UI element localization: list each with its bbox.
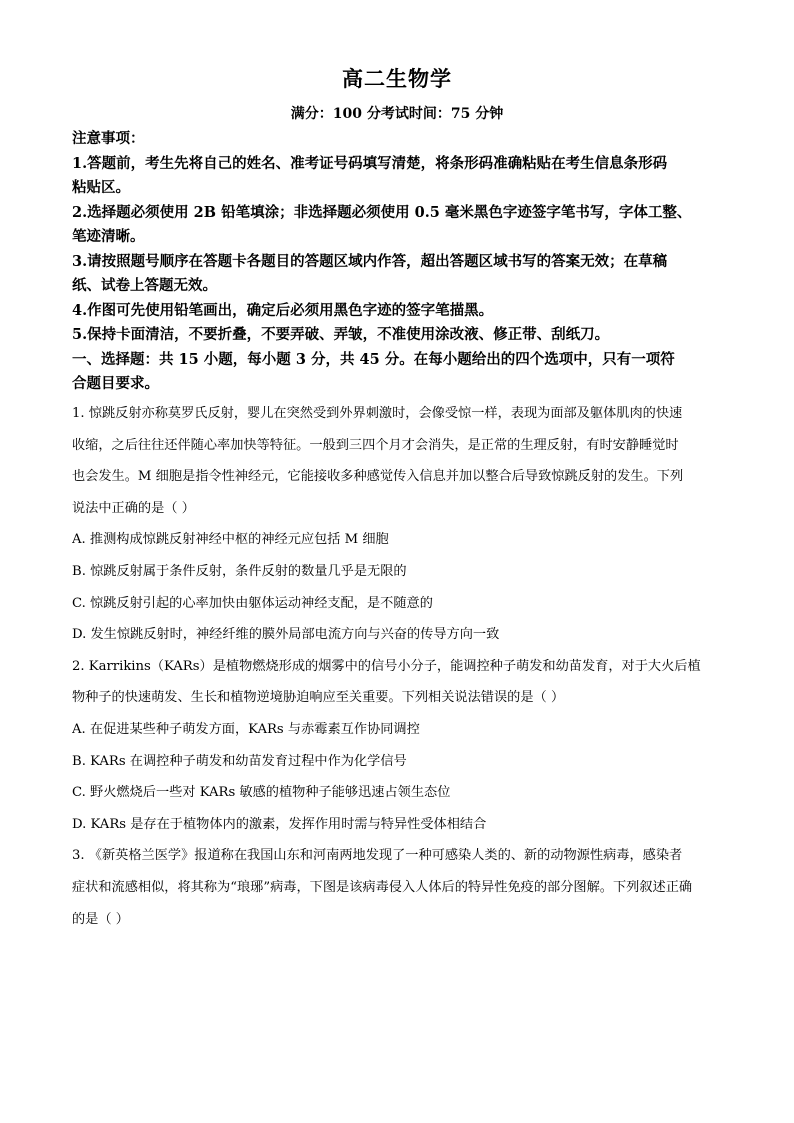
question-1-stem-line-1: 1. 惊跳反射亦称莫罗氏反射，婴儿在突然受到外界刺激时，会像受惊一样，表现为面部及躯体肌肉的快速	[72, 406, 683, 421]
note-5-line-1: 5.保持卡面清洁，不要折叠，不要弄破、弄皱，不准使用涂改液、修正带、刮纸刀。	[72, 326, 610, 343]
note-2-line-2: 笔迹清晰。	[72, 228, 145, 245]
question-1-option-b: B. 惊跳反射属于条件反射，条件反射的数量几乎是无限的	[72, 563, 407, 579]
section-heading-line-2: 合题目要求。	[72, 375, 159, 392]
page-title: 高二生物学	[342, 66, 452, 91]
question-2-option-d: D. KARs 是存在于植物体内的激素，发挥作用时需与特异性受体相结合	[72, 816, 487, 832]
note-3-line-1: 3.请按照题号顺序在答题卡各题目的答题区域内作答，超出答题区域书写的答案无效；在草稿	[72, 252, 668, 270]
question-1-option-a: A. 推测构成惊跳反射神经中枢的神经元应包括 M 细胞	[72, 532, 389, 548]
note-1-line-1: 1.答题前，考生先将自己的姓名、准考证号码填写清楚，将条形码准确粘贴在考生信息条形码	[72, 154, 668, 172]
notes-heading: 注意事项：	[72, 130, 145, 147]
question-1-stem-line-2: 收缩，之后往往还伴随心率加快等特征。一般到三四个月才会消失，是正常的生理反射，有时安静睡觉时	[72, 437, 679, 453]
notes-section	[72, 127, 732, 397]
question-3-stem-line-3: 的是（ ）	[72, 911, 129, 927]
question-3-stem-line-2: 症状和流感相似，将其称为“琅琊”病毒，下图是该病毒侵入人体后的特异性免疫的部分图解。下列叙述正确	[72, 879, 693, 895]
exam-info: 满分：100 分考试时间：75 分钟	[290, 106, 504, 122]
question-2-option-b: B. KARs 在调控种子萌发和幼苗发育过程中作为化学信号	[72, 753, 407, 769]
note-4-line-1: 4.作图可先使用铅笔画出，确定后必须用黑色字迹的签字笔描黑。	[72, 301, 494, 319]
section-heading-line-1: 一、选择题：共 15 小题，每小题 3 分，共 45 分。在每小题给出的四个选项中，只有一项符	[72, 350, 675, 368]
question-3-stem-line-1: 3. 《新英格兰医学》报道称在我国山东和河南两地发现了一种可感染人类的、新的动物源性病毒，感染者	[72, 848, 683, 864]
note-2-line-1: 2.选择题必须使用 2B 铅笔填涂；非选择题必须使用 0.5 毫米黑色字迹签字笔书写，字体工整、	[72, 203, 692, 221]
question-2-stem-line-2: 物种子的快速萌发、生长和植物逆境胁迫响应至关重要。下列相关说法错误的是（ ）	[72, 690, 565, 706]
question-2-stem-line-1: 2. Karrikins（KARs）是植物燃烧形成的烟雾中的信号小分子，能调控种子萌发和幼苗发育，对于大火后植	[72, 658, 701, 674]
note-1-line-2: 粘贴区。	[72, 179, 130, 196]
question-1	[72, 398, 732, 935]
note-3-line-2: 纸、试卷上答题无效。	[72, 277, 217, 294]
question-1-stem-line-3: 也会发生。M 细胞是指令性神经元，它能接收多种感觉传入信息并加以整合后导致惊跳反射的发生。下列	[72, 469, 684, 485]
question-2-option-a: A. 在促进某些种子萌发方面，KARs 与赤霉素互作协同调控	[72, 721, 420, 737]
question-2-option-c: C. 野火燃烧后一些对 KARs 敏感的植物种子能够迅速占领生态位	[72, 785, 451, 801]
question-1-stem-line-4: 说法中正确的是（ ）	[72, 500, 195, 516]
question-1-option-c: C. 惊跳反射引起的心率加快由躯体运动神经支配，是不随意的	[72, 595, 433, 611]
question-1-option-d: D. 发生惊跳反射时，神经纤维的膜外局部电流方向与兴奋的传导方向一致	[72, 627, 500, 643]
